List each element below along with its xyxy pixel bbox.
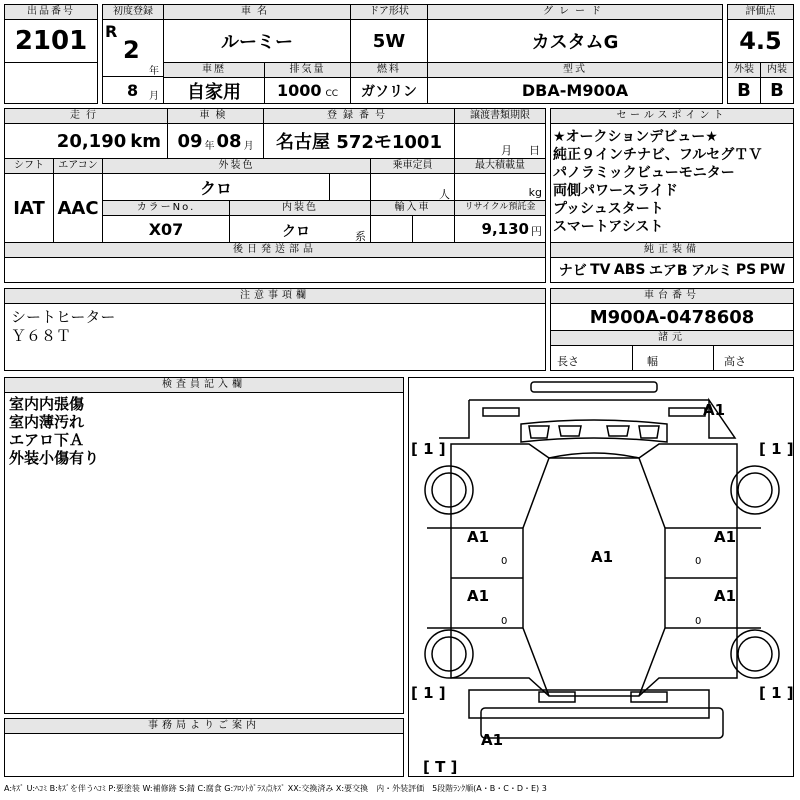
exterior-color-value: クロ [102, 173, 330, 201]
sales-point-item: 純正９インチナビ、フルセグＴＶ [553, 147, 763, 163]
roof-outline [523, 453, 665, 696]
inspection-year-unit: 年 [204, 140, 215, 152]
damage-mark-a1: A1 [714, 587, 737, 605]
transfer-deadline-cell [454, 123, 546, 159]
sales-point-item: ★オークションデビュー★ [553, 129, 718, 145]
notes-header: 注意事項欄 [4, 288, 546, 304]
later-parts-body [4, 257, 546, 283]
car-diagram-svg [409, 378, 794, 777]
office-header: 事務局よりご案内 [4, 718, 404, 734]
equipment-item: ナビ [558, 263, 587, 279]
first-reg-month-cell [102, 76, 164, 104]
door-value: 5W [350, 19, 428, 63]
car-name-value: ルーミー [163, 19, 351, 63]
equipment-item: ABS [613, 262, 646, 278]
shift-value: IAT [4, 173, 54, 243]
wheel-front-left-inner [432, 473, 466, 507]
transfer-day-unit: 日 [529, 144, 540, 157]
equipment-item: エアB [648, 263, 688, 279]
sales-points-header: セールスポイント [550, 108, 794, 124]
grade-value: カスタムG [427, 19, 723, 63]
sales-point-item: パノラミックビューモニター [553, 165, 735, 181]
rear-lights [539, 692, 667, 702]
reg-year: 2 [123, 36, 140, 64]
notes-body [4, 303, 546, 371]
score-header: 評価点 [727, 4, 794, 20]
inspection-cell [167, 123, 264, 159]
damage-mark-a1: A1 [714, 528, 737, 546]
zero-mark: 0 [501, 616, 508, 627]
ext-grade-header: 外装 [727, 62, 761, 78]
zero-mark: 0 [501, 556, 508, 567]
zero-mark: 0 [695, 616, 702, 627]
spare-tire-mark: [ T ] [423, 758, 458, 776]
plate-value: 名古屋 572モ1001 [263, 123, 455, 159]
recycle-cell [454, 215, 546, 243]
reg-month: 8 [127, 81, 139, 100]
wheel-front-right-inner [738, 473, 772, 507]
note-item: Ｙ６８Ｔ [11, 327, 72, 345]
chassis-no-header: 車台番号 [550, 288, 794, 304]
front-outline [439, 400, 735, 438]
front-bumper-top [531, 382, 657, 392]
later-parts-header: 後日発送部品 [4, 242, 546, 258]
equipment-item: PW [759, 262, 786, 278]
tire-mark: [ 1 ] [759, 684, 794, 702]
tire-mark: [ 1 ] [411, 440, 446, 458]
width-cell [632, 345, 714, 371]
displacement-value: 1000 [276, 81, 322, 100]
windshield-segments [529, 426, 659, 438]
equipment-item: アルミ [690, 263, 733, 279]
int-grade-header: 内装 [760, 62, 794, 78]
recycle-value: 9,130 [481, 220, 529, 238]
history-value: 自家用 [163, 77, 265, 104]
chassis-no-value: M900A-0478608 [550, 303, 794, 331]
tire-mark: [ 1 ] [759, 440, 794, 458]
rear-bumper [481, 708, 723, 738]
model-code-header: 型式 [427, 62, 723, 78]
year-unit: 年 [149, 66, 159, 77]
int-grade-value: B [760, 77, 794, 104]
plate-header: 登録番号 [263, 108, 455, 124]
door-header: ドア形状 [350, 4, 428, 20]
exterior-color-header: 外装色 [102, 158, 371, 174]
max-load-header: 最大積載量 [454, 158, 546, 174]
fuel-value: ガソリン [350, 77, 428, 104]
inspector-header: 検査員記入欄 [4, 377, 404, 393]
lot-no-value: 2101 [4, 19, 98, 63]
std-equipment-header: 純正装備 [550, 242, 794, 258]
model-code-value: DBA-M900A [427, 77, 723, 104]
aircon-value: AAC [53, 173, 103, 243]
office-body [4, 733, 404, 777]
sales-points-list [550, 123, 794, 243]
max-load-cell [454, 173, 546, 201]
transfer-month-unit: 月 [501, 144, 512, 157]
lot-no-header: 出品番号 [4, 4, 98, 20]
transfer-deadline-header: 譲渡書類期限 [454, 108, 546, 124]
first-reg-header: 初度登録 [102, 4, 164, 20]
sales-point-item: 両側パワースライド [553, 183, 678, 199]
wheel-rear-right-inner [738, 637, 772, 671]
month-unit: 月 [149, 91, 159, 102]
inspector-note: 外装小傷有り [9, 449, 100, 467]
displacement-header: 排気量 [264, 62, 351, 78]
mileage-cell [4, 123, 168, 159]
exterior-color-sub [329, 173, 371, 201]
interior-color-header: 内装色 [229, 200, 371, 216]
inspection-month-unit: 月 [243, 140, 254, 152]
capacity-header: 乗車定員 [370, 158, 455, 174]
grade-header: グレード [427, 4, 723, 20]
length-label: 長さ [557, 355, 579, 368]
recycle-header: リサイクル預託金 [454, 200, 546, 216]
body-outline [451, 444, 737, 696]
damage-mark-a1: A1 [703, 401, 726, 419]
dimensions-header: 諸元 [550, 330, 794, 346]
interior-color-value: クロ [282, 224, 310, 240]
height-cell [713, 345, 794, 371]
capacity-unit: 人 [439, 188, 450, 201]
note-item: シートヒーター [11, 308, 116, 326]
width-label: 幅 [647, 355, 658, 368]
tire-mark: [ 1 ] [411, 684, 446, 702]
kg-unit: kg [528, 186, 542, 199]
aircon-header: エアコン [53, 158, 103, 174]
inspector-note: エアロ下Ａ [9, 431, 85, 449]
km-unit: km [130, 130, 161, 152]
inspection-year: 09 [177, 130, 203, 152]
ext-grade-value: B [727, 77, 761, 104]
inspection-header: 車検 [167, 108, 264, 124]
color-no-header: カラーNo. [102, 200, 230, 216]
first-reg-year-cell [102, 19, 164, 77]
damage-diagram [408, 377, 794, 777]
inspector-note: 室内内張傷 [9, 395, 85, 413]
damage-mark-a1: A1 [467, 587, 490, 605]
damage-mark-a1: A1 [481, 731, 504, 749]
sales-point-item: プッシュスタート [553, 201, 664, 217]
zero-mark: 0 [695, 556, 702, 567]
interior-color-cell [229, 215, 371, 243]
legend-text: A:ｷｽﾞ U:ﾍｺﾐ B:ｷｽﾞを伴うﾍｺﾐ P:要塗装 W:補修跡 S:錆 C:腐食 G:ﾌﾛﾝﾄｶﾞﾗｽ点ｷｽﾞ XX:交換済み X:要交換 内・外装評価 5段階ﾗﾝｸ順(A・B・C・D・E) 3 [4, 784, 547, 793]
length-cell [550, 345, 633, 371]
height-label: 高さ [724, 355, 746, 368]
door-lines [451, 528, 737, 628]
lot-no-blank [4, 62, 98, 104]
std-equipment-list [550, 257, 794, 283]
history-header: 車歴 [163, 62, 265, 78]
era-label: R [105, 22, 118, 41]
color-no-value: X07 [102, 215, 230, 243]
damage-mark-a1: A1 [591, 548, 614, 566]
equipment-item: TV [590, 262, 611, 278]
mileage-value: 20,190 [56, 130, 127, 152]
equipment-item: PS [735, 262, 757, 278]
front-lights [483, 408, 705, 416]
yen-unit: 円 [531, 224, 542, 238]
cc-unit: CC [325, 88, 339, 99]
sales-point-item: スマートアシスト [553, 219, 664, 235]
wheel-rear-left-inner [432, 637, 466, 671]
inspection-month: 08 [216, 130, 242, 152]
shift-header: シフト [4, 158, 54, 174]
kei-unit: 系 [355, 230, 366, 243]
score-value: 4.5 [727, 19, 794, 63]
import-header: 輸入車 [370, 200, 455, 216]
capacity-cell [370, 173, 455, 201]
rear-outline [469, 690, 709, 718]
inspector-note: 室内薄汚れ [9, 413, 85, 431]
inspector-body [4, 392, 404, 714]
import-cell-a [370, 215, 413, 243]
displacement-cell [264, 77, 351, 104]
damage-mark-a1: A1 [467, 528, 490, 546]
fuel-header: 燃料 [350, 62, 428, 78]
car-name-header: 車名 [163, 4, 351, 20]
import-cell-b [412, 215, 455, 243]
mileage-header: 走行 [4, 108, 168, 124]
